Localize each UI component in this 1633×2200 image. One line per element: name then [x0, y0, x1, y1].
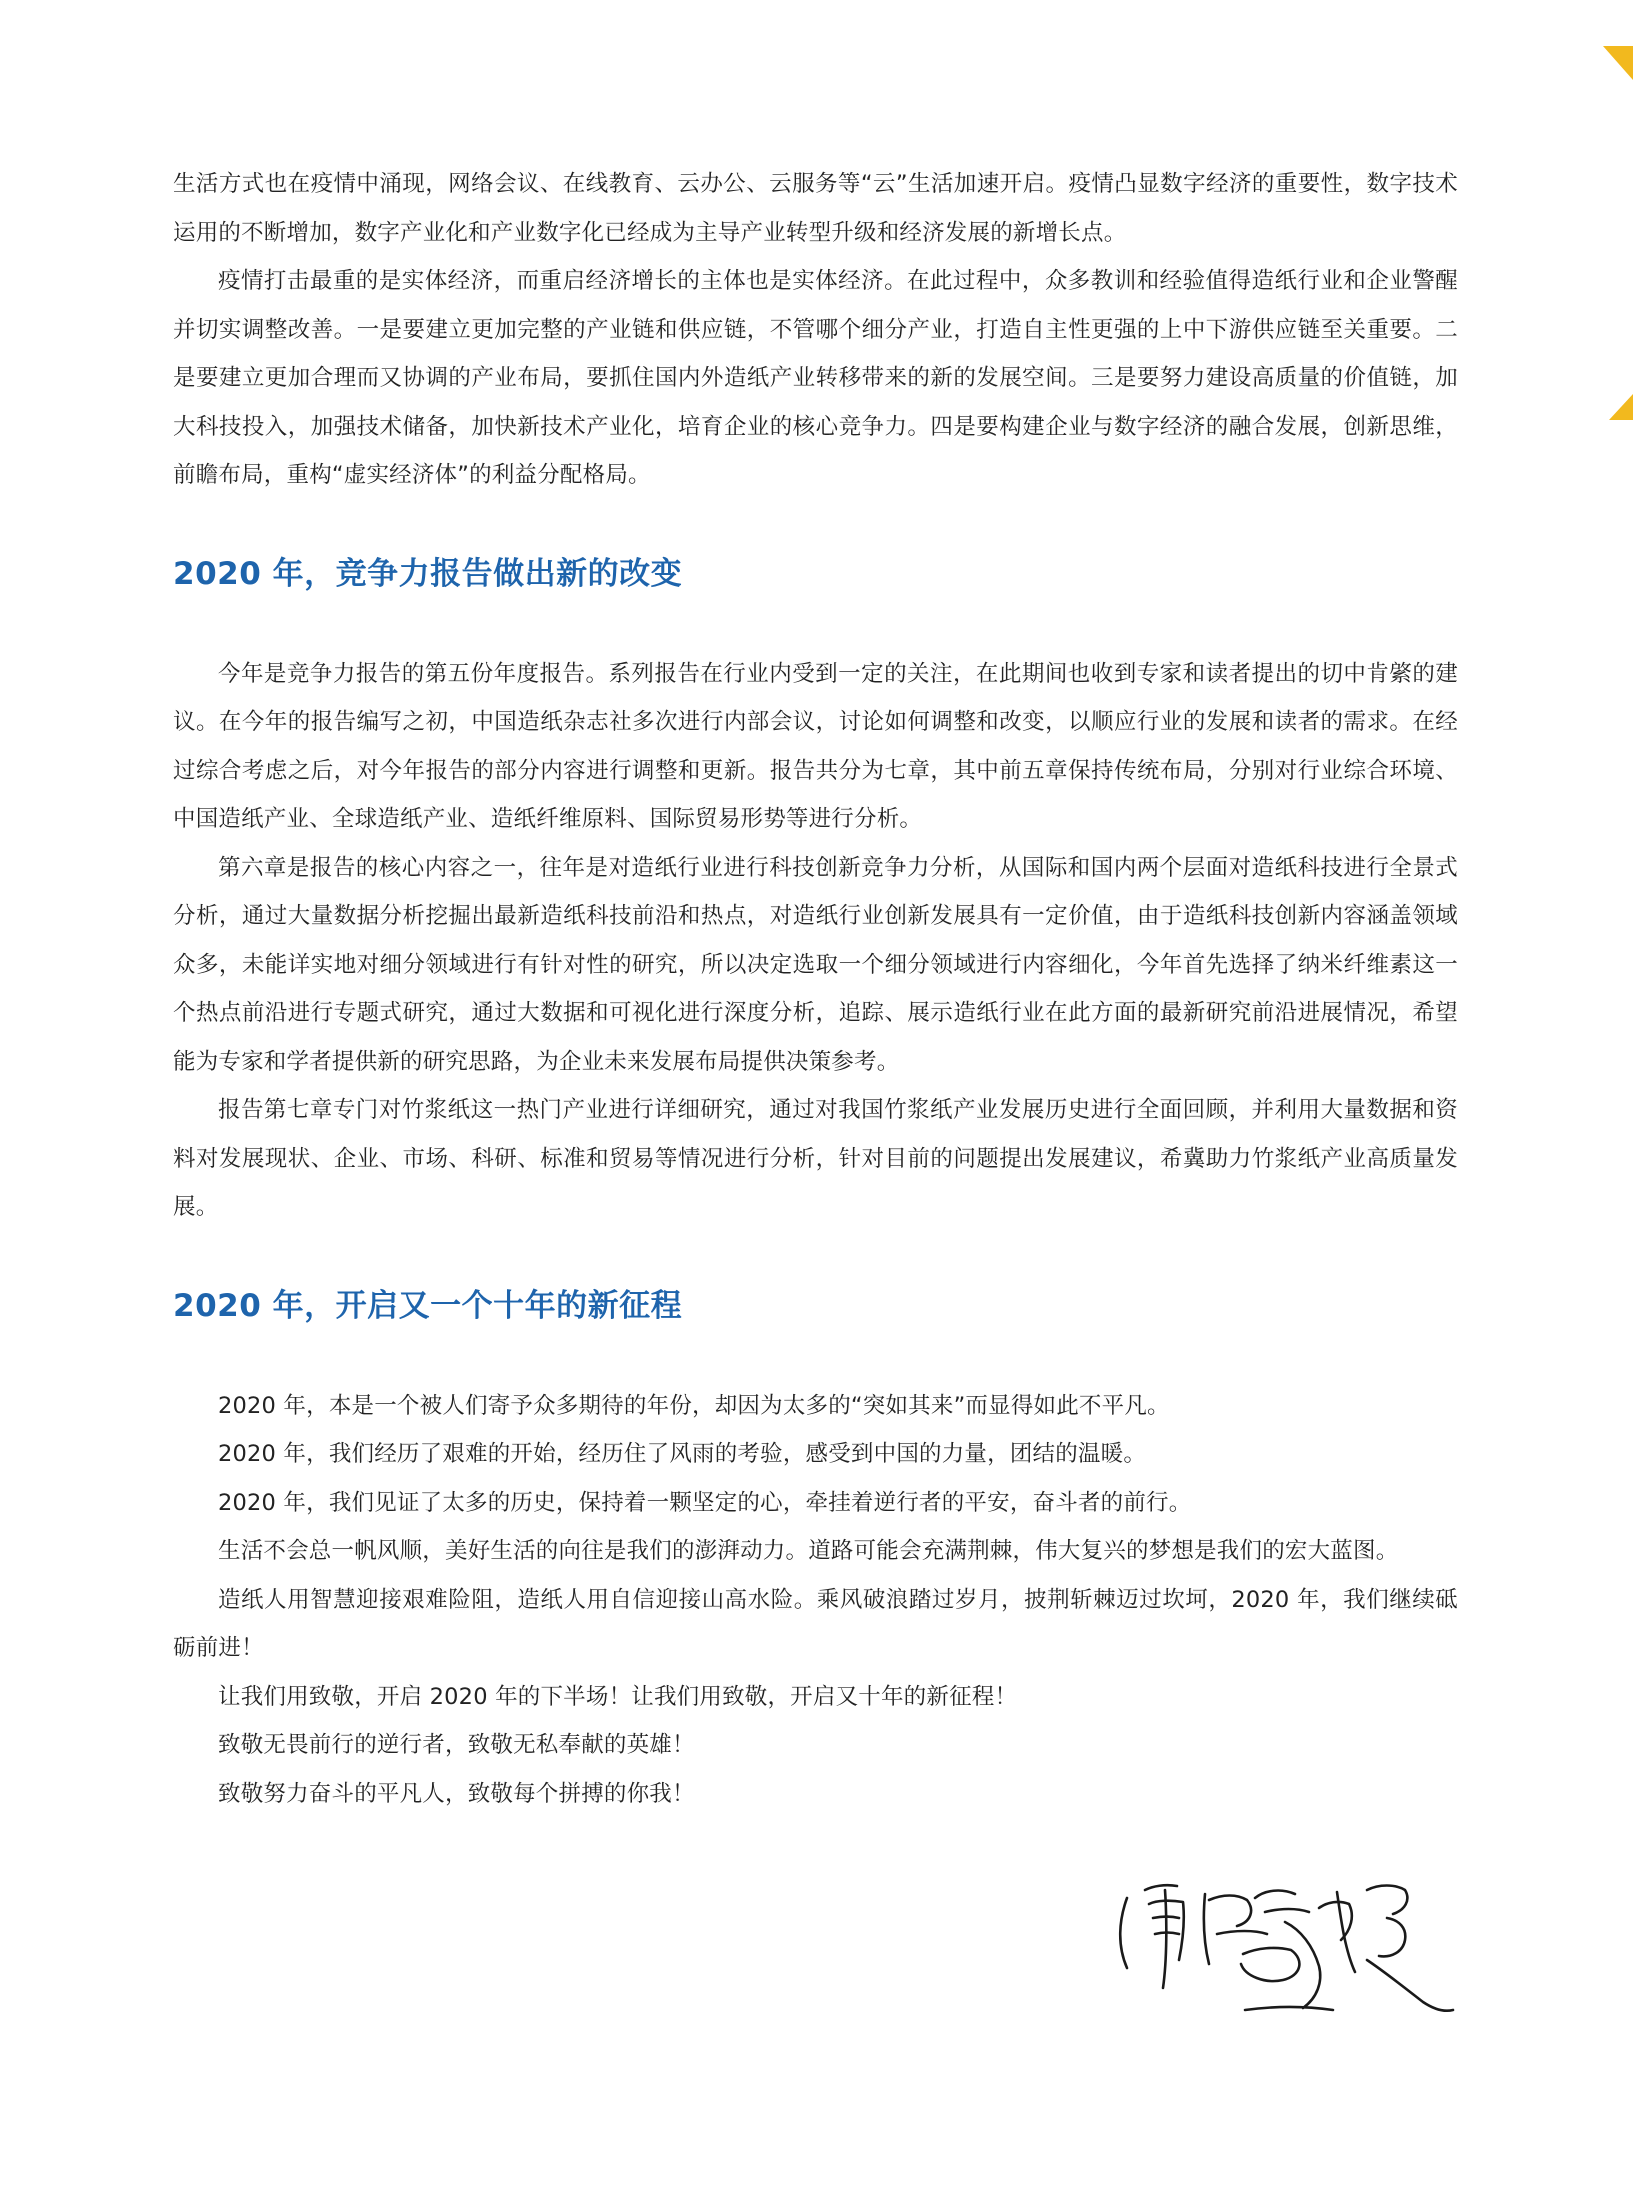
page-content [173, 160, 1458, 1818]
corner-accent-middle [1609, 394, 1633, 420]
section1-paragraph-1: 今年是竞争力报告的第五份年度报告。系列报告在行业内受到一定的关注，在此期间也收到专家和读者提出的切中肯綮的建议。在今年的报告编写之初，中国造纸杂志社多次进行内部会议，讨论如何调整和改变，以顺应行业的发展和读者的需求。在经过综合考虑之后，对今年报告的部分内容进行调整和更新。报告共分为七章，其中前五章保持传统布局，分别对行业综合环境、中国造纸产业、全球造纸产业、造纸纤维原料、国际贸易形势等进行分析。 [173, 660, 1458, 832]
section2-paragraph-3: 2020 年，我们见证了太多的历史，保持着一颗坚定的心，牵挂着逆行者的平安，奋斗者的前行。 [218, 1489, 1192, 1516]
intro-paragraph-2: 疫情打击最重的是实体经济，而重启经济增长的主体也是实体经济。在此过程中，众多教训和经验值得造纸行业和企业警醒并切实调整改善。一是要建立更加完整的产业链和供应链，不管哪个细分产业，打造自主性更强的上中下游供应链至关重要。二是要建立更加合理而又协调的产业布局，要抓住国内外造纸产业转移带来的新的发展空间。三是要努力建设高质量的价值链，加大科技投入，加强技术储备，加快新技术产业化，培育企业的核心竞争力。四是要构建企业与数字经济的融合发展，创新思维，前瞻布局，重构“虚实经济体”的利益分配格局。 [173, 268, 1458, 488]
section2-paragraph-1: 2020 年，本是一个被人们寄予众多期待的年份，却因为太多的“突如其来”而显得如此不平凡。 [218, 1392, 1170, 1419]
handwritten-signature [1105, 1860, 1465, 2030]
section1-paragraph-2: 第六章是报告的核心内容之一，往年是对造纸行业进行科技创新竞争力分析，从国际和国内两个层面对造纸科技进行全景式分析，通过大量数据分析挖掘出最新造纸科技前沿和热点，对造纸行业创新发展具有一定价值，由于造纸科技创新内容涵盖领域众多，未能详实地对细分领域进行有针对性的研究，所以决定选取一个细分领域进行内容细化，今年首先选择了纳米纤维素这一个热点前沿进行专题式研究，通过大数据和可视化进行深度分析，追踪、展示造纸行业在此方面的最新研究前沿进展情况，希望能为专家和学者提供新的研究思路，为企业未来发展布局提供决策参考。 [173, 854, 1458, 1075]
section2-paragraph-4: 生活不会总一帆风顺，美好生活的向往是我们的澎湃动力。道路可能会充满荆棘，伟大复兴的梦想是我们的宏大蓝图。 [218, 1538, 1399, 1564]
corner-accent-top [1603, 46, 1633, 80]
section-title-new-journey: 2020 年，开启又一个十年的新征程 [173, 1287, 683, 1324]
section2-paragraph-2: 2020 年，我们经历了艰难的开始，经历住了风雨的考验，感受到中国的力量，团结的温暖。 [218, 1441, 1147, 1467]
intro-paragraph-1: 生活方式也在疫情中涌现，网络会议、在线教育、云办公、云服务等“云”生活加速开启。疫情凸显数字经济的重要性，数字技术运用的不断增加，数字产业化和产业数字化已经成为主导产业转型升级和经济发展的新增长点。 [173, 171, 1458, 246]
section2-paragraph-6: 让我们用致敬，开启 2020 年的下半场！让我们用致敬，开启又十年的新征程！ [218, 1683, 1018, 1710]
section2-paragraph-7: 致敬无畏前行的逆行者，致敬无私奉献的英雄！ [218, 1732, 695, 1758]
section2-paragraph-8: 致敬努力奋斗的平凡人，致敬每个拼搏的你我！ [218, 1780, 695, 1807]
section1-paragraph-3: 报告第七章专门对竹浆纸这一热门产业进行详细研究，通过对我国竹浆纸产业发展历史进行全面回顾，并利用大量数据和资料对发展现状、企业、市场、科研、标准和贸易等情况进行分析，针对目前的问题提出发展建议，希冀助力竹浆纸产业高质量发展。 [173, 1097, 1458, 1220]
section-title-report-changes: 2020 年，竞争力报告做出新的改变 [173, 555, 683, 592]
section2-paragraph-5: 造纸人用智慧迎接艰难险阻，造纸人用自信迎接山高水险。乘风破浪踏过岁月，披荆斩棘迈过坎坷，2020 年，我们继续砥砺前进！ [173, 1586, 1458, 1661]
